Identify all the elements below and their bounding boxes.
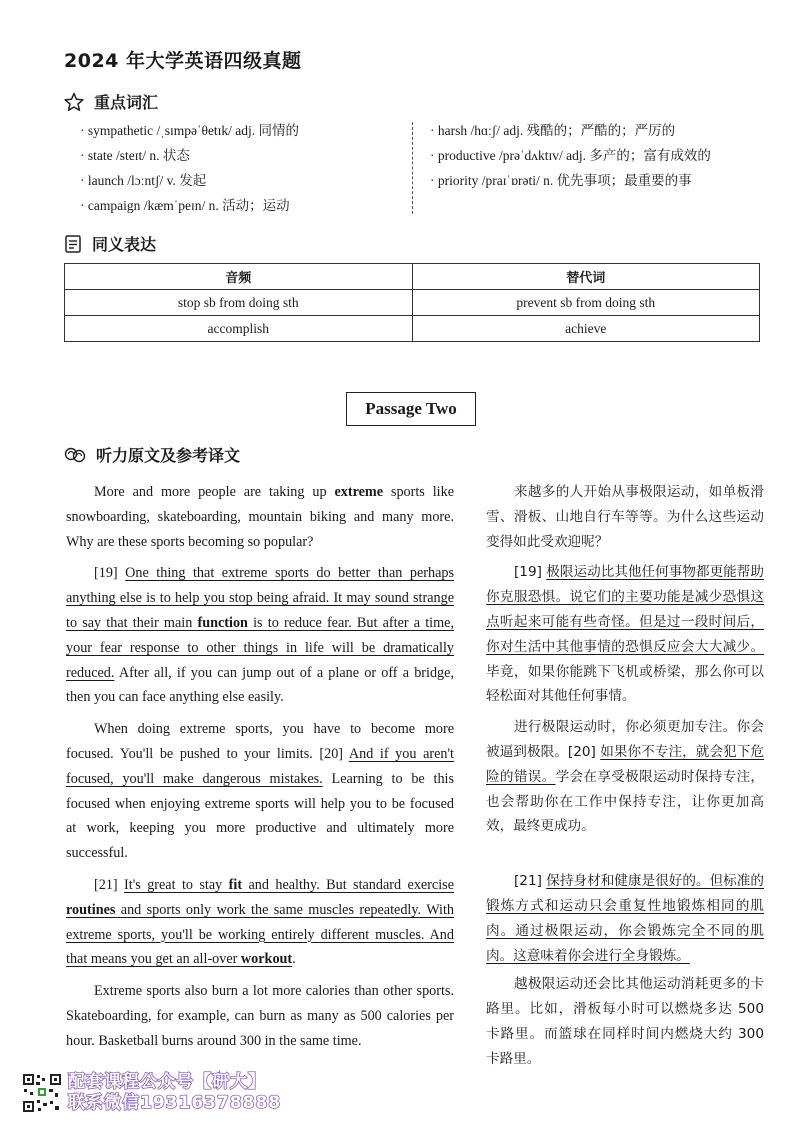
chinese-paragraph: 来越多的人开始从事极限运动，如单板滑雪、滑板、山地自行车等等。为什么这些运动变得如此受欢迎呢？ [486, 484, 764, 550]
table-header-row [65, 264, 760, 290]
synonym-section-heading [64, 232, 156, 255]
vocab-item: · launch /lɔːntʃ/ v. 发起 [80, 168, 299, 193]
table-cell: accomplish [65, 316, 413, 342]
column-header: 替代词 [412, 264, 760, 290]
english-paragraph: Extreme sports also burn a lot more calories than other sports. Skateboarding, for example, can burn as many as 500 calories per hour. Basketball burns around 300 in the same time. [66, 983, 454, 1049]
headphones-icon [64, 445, 86, 465]
column-header: 音频 [65, 264, 413, 290]
vocab-item: · harsh /hɑːʃ/ adj. 残酷的；严酷的；严厉的 [430, 118, 711, 143]
transcript-section-title: 听力原文及参考译文 [96, 446, 241, 465]
watermark-line: 联系微信19316378888 [68, 1093, 282, 1113]
table-cell: prevent sb from doing sth [412, 290, 760, 316]
vocab-item: · state /steɪt/ n. 状态 [80, 143, 299, 168]
vocab-list-right [430, 118, 711, 193]
synonym-table [64, 263, 760, 342]
english-paragraph: More and more people are taking up extreme sports like snowboarding, skateboarding, mountain biking and many more. Why are these sports becoming so popular? [66, 484, 455, 550]
chinese-paragraph: 越极限运动还会比其他运动消耗更多的卡路里。比如，滑板每小时可以燃烧多达 500 卡路里。而篮球在同样时间内燃烧大约 300 卡路里。 [486, 976, 764, 1067]
vocab-list-left [80, 118, 299, 218]
watermark-line: 配套课程公众号【研大】 [68, 1072, 266, 1092]
vocab-divider [412, 122, 413, 214]
page-title: 2024 年大学英语四级真题 [64, 50, 302, 72]
vocab-section-title: 重点词汇 [94, 93, 159, 112]
star-icon [64, 92, 84, 112]
qr-code-icon [22, 1073, 62, 1113]
english-paragraph: When doing extreme sports, you have to become more focused. You'll be pushed to your limits. [20] And if you aren't focused, you'll make dangerous mistakes. Learning to be this focused when enjoying extreme sports will help you to be focused at work, keeping you more productive and ultimately more successful. [66, 721, 454, 862]
table-row [65, 316, 760, 342]
chinese-paragraph: [19] 极限运动比其他任何事物都更能帮助你克服恐惧。说它们的主要功能是减少恐惧这点听起来可能有些奇怪。但是过一段时间后，你对生活中其他事情的恐惧反应会大大减少。毕竟，如果你能跳下飞机或桥梁，那么你可以轻松面对其他任何事情。 [486, 564, 764, 705]
english-paragraph: [21] It's great to stay fit and healthy. But standard exercise routines and sports only work the same muscles repeatedly. With extreme sports, you'll be working entirely different muscles. And that means you get an all-over workout. [66, 876, 454, 968]
watermark [22, 1072, 281, 1114]
english-text-column [66, 480, 454, 1054]
table-cell: stop sb from doing sth [65, 290, 413, 316]
table-row [65, 290, 760, 316]
table-cell: achieve [412, 316, 760, 342]
vocab-item: · campaign /kæmˈpeɪn/ n. 活动；运动 [80, 193, 299, 218]
notebook-icon [64, 234, 82, 254]
vocab-section-heading [64, 90, 158, 113]
vocab-item: · priority /praɪˈɒrəti/ n. 优先事项；最重要的事 [430, 168, 711, 193]
chinese-text-column [486, 480, 764, 1072]
vocab-item: · productive /prəˈdʌktɪv/ adj. 多产的；富有成效的 [430, 143, 711, 168]
chinese-paragraph: [21] 保持身材和健康是很好的。但标准的锻炼方式和运动只会重复性地锻炼相同的肌肉。通过极限运动，你会锻炼完全不同的肌肉。这意味着你会进行全身锻炼。 [486, 873, 764, 964]
passage-label: Passage Two [346, 392, 476, 426]
vocab-item: · sympathetic /ˌsɪmpəˈθetɪk/ adj. 同情的 [80, 118, 299, 143]
synonym-section-title: 同义表达 [92, 235, 157, 254]
transcript-section-heading [64, 443, 240, 466]
english-paragraph: [19] One thing that extreme sports do better than perhaps anything else is to help you stop being afraid. It may sound strange to say that their main function is to reduce fear. But after a time, your fear response to other things in life will be dramatically reduced. After all, if you can jump out of a plane or off a bridge, then you can face anything else easily. [66, 565, 455, 706]
chinese-paragraph: 进行极限运动时，你必须更加专注。你会被逼到极限。[20] 如果你不专注，就会犯下危险的错误。学会在享受极限运动时保持专注，也会帮助你在工作中保持专注，让你更加高效，最终更成功。 [486, 719, 765, 835]
